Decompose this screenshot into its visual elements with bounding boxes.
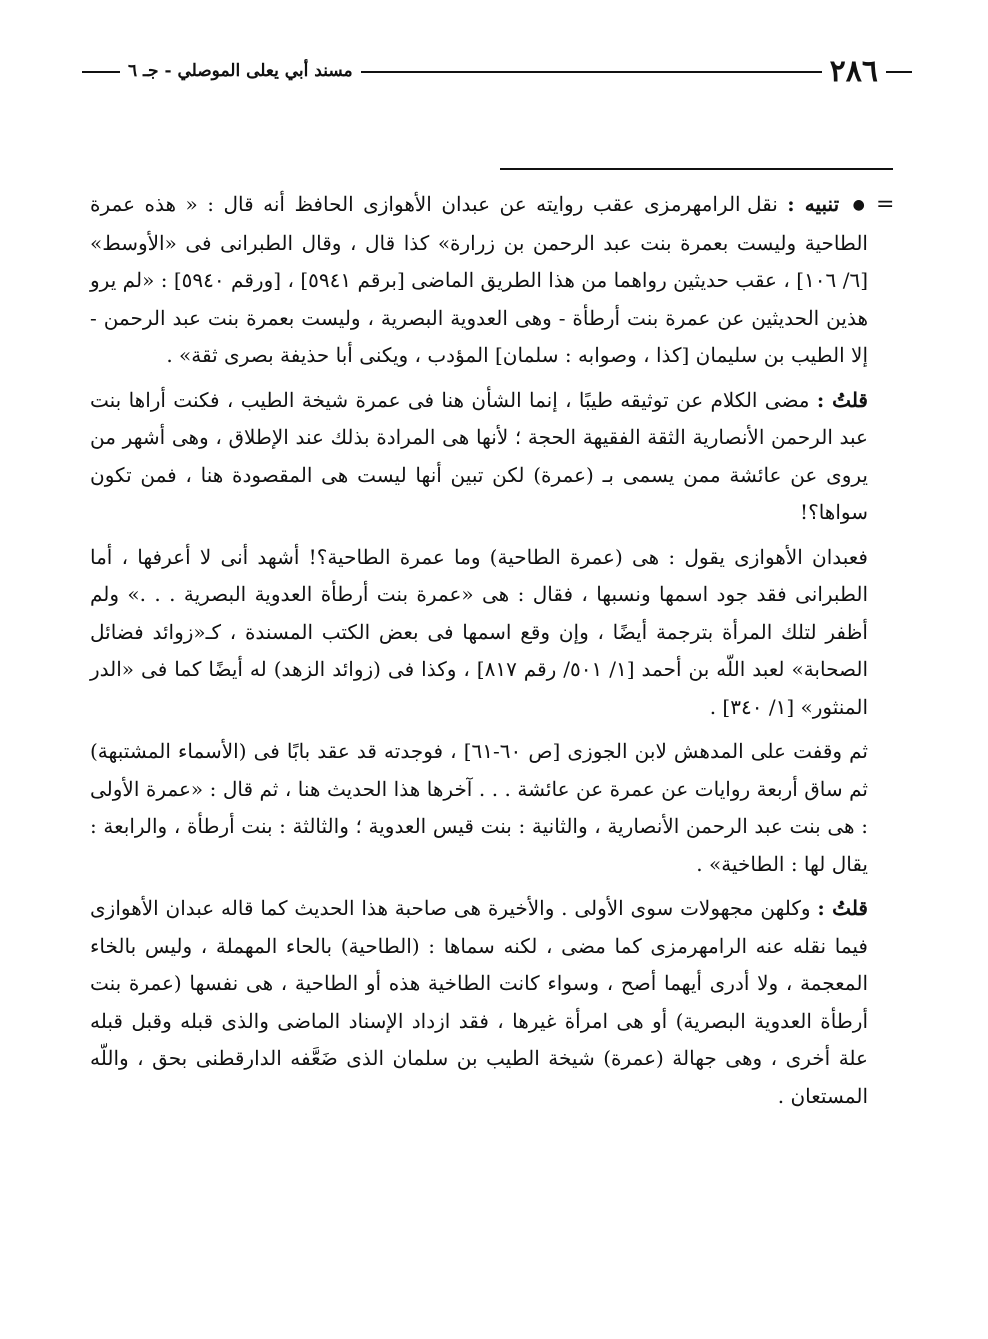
book-title: مسند أبي يعلى الموصلي - جـ ٦ (120, 56, 361, 86)
continuation-mark: = (876, 192, 895, 217)
qultu-text: وكلهن مجهولات سوى الأولى . والأخيرة هى صاحبة هذا الحديث كما قاله عبدان الأهوازى فيما نقله عنه الرامهرمزى كما مضى ، لكنه سماها : (الطاحية) بالحاء المهملة ، وليس بالخاء المعجمة ، ولا أدرى أيهما أصح ، وسواء كانت الطاخية هذه أو الطاحية ، هى نفسها (عمرة بنت أرطأة العدوية البصرية) أو هى امرأة غيرها ، فقد ازداد الإسناد الماضى والذى قبله وقبل قبله علة أخرى ، وهى جهالة (عمرة) شيخة الطيب بن سلمان الذى ضَعَّفه الدارقطنى بحق ، واللّه المستعان . (90, 896, 869, 1108)
bullet-icon: ● (852, 197, 868, 213)
tanbih-text: نقل الرامهرمزى عقب روايته عن عبدان الأهوازى الحافظ أنه قال : « هذه عمرة الطاحية وليست بعمرة بنت عبد الرحمن بن زرارة» كذا قال ، وقال الطبرانى فى «الأوسط» [٦/ ١٠٦] ، عقب حديثين رواهما من هذا الطريق الماضى [برقم ٥٩٤١] ، [ورقم ٥٩٤٠] : «لم يرو هذين الحديثين عن عمرة بنت أرطأة - وهى العدوية البصرية ، وليست بعمرة بنت عبد الرحمن - إلا الطيب بن سليمان [كذا ، وصوابه : سلمان] المؤدب ، ويكنى أبا حذيفة بصرى ثقة» . (90, 192, 868, 367)
abdan-paragraph: فعبدان الأهوازى يقول : هى (عمرة الطاحية) وما عمرة الطاحية؟! أشهد أنى لا أعرفها ، أما الطبرانى فقد جود اسمها ونسبها ، فقال : هى «عمرة بنت أرطأة العدوية البصرية . . .» ولم أظفر لتلك المرأة بترجمة أيضًا ، وإن وقع اسمها فى بعض الكتب المسندة ، كـ«زوائد فضائل الصحابة» لعبد اللّه بن أحمد [١/ ٥٠١/ رقم ٨١٧] ، وكذا فى (زوائد الزهد) له أيضًا كما فى «الدر المنثور» [١/ ٣٤٠] . (90, 544, 869, 719)
footnote-separator (500, 168, 893, 170)
tanbih-paragraph (90, 186, 868, 375)
qultu-text: مضى الكلام عن توثيقه طيبًا ، إنما الشأن هنا فى عمرة شيخة الطيب ، فكنت أراها بنت عبد الرحمن الأنصارية الثقة الفقيهة الحجة ؛ لأنها هى المرادة بذلك عند الإطلاق ، وهى أشهر من يروى عن عائشة ممن يسمى بـ (عمرة) لكن تبين أنها ليست هى المقصودة هنا ، فمن تكون سواها؟! (90, 387, 868, 524)
qultu-label: قلتُ : (817, 896, 868, 920)
footnote-body (90, 186, 868, 1122)
qultu-paragraph-2 (90, 890, 868, 1115)
running-header (82, 52, 912, 92)
tanbih-label: تنبيه : (787, 192, 840, 216)
ibn-jawzi-paragraph: ثم وقفت على المدهش لابن الجوزى [ص ٦٠-٦١] ، فوجدته قد عقد بابًا فى (الأسماء المشتبهة) ثم ساق أربعة روايات عن عمرة عن عائشة . . . آخرها هذا الحديث هنا ، ثم قال : «عمرة الأولى : هى بنت عبد الرحمن الأنصارية ، والثانية : بنت قيس العدوية ؛ والثالثة : بنت أرطأة ، والرابعة : يقال لها : الطاخية» . (90, 739, 868, 876)
page-number: ٢٨٦ (822, 52, 886, 92)
qultu-paragraph-1 (90, 382, 868, 532)
qultu-label: قلتُ : (816, 387, 868, 412)
